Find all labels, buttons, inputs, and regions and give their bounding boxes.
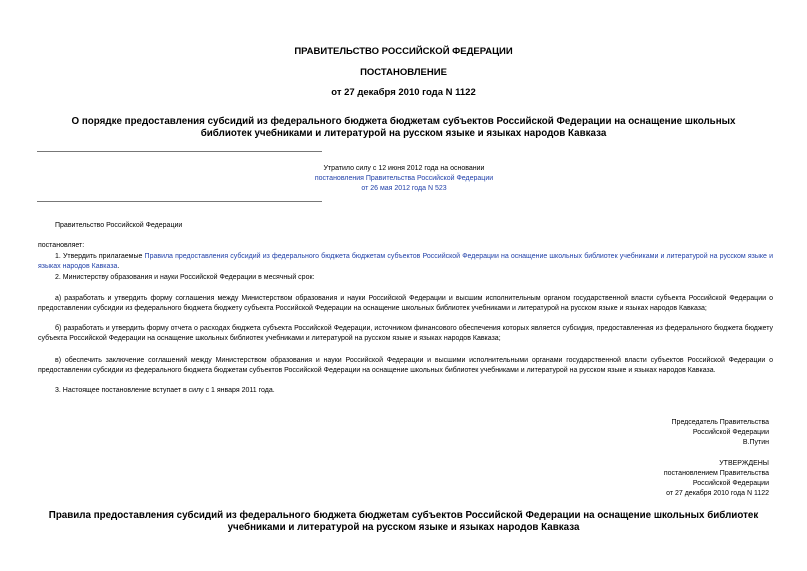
government-heading: ПРАВИТЕЛЬСТВО РОССИЙСКОЙ ФЕДЕРАЦИИ bbox=[294, 46, 513, 57]
approval-line-2: постановлением Правительства bbox=[663, 470, 769, 477]
repeal-notice bbox=[250, 164, 558, 194]
item-1-suffix: . bbox=[117, 263, 120, 270]
signature-line-2: Российской Федерации bbox=[692, 429, 769, 436]
divider-bottom bbox=[37, 201, 322, 202]
repeal-notice-text: Утратило силу с 12 июня 2012 года на основании bbox=[323, 165, 485, 172]
intro-text: Правительство Российской Федерации bbox=[55, 222, 183, 229]
item-2: 2. Министерству образования и науки Российской Федерации в месячный срок: bbox=[55, 274, 315, 281]
signature-line-1: Председатель Правительства bbox=[671, 419, 769, 426]
divider-top bbox=[37, 151, 322, 152]
item-1-prefix: 1. Утвердить прилагаемые bbox=[55, 253, 145, 260]
item-1 bbox=[38, 252, 773, 272]
document-title: О порядке предоставления субсидий из федерального бюджета бюджетам субъектов Российской Федерации на оснащение школьных библиотек учебниками и литературой на русском языке и языках народов Кавказа bbox=[71, 116, 736, 139]
repeal-link-line1[interactable]: постановления Правительства Российской Федерации bbox=[314, 175, 494, 182]
decree-text: постановляет: bbox=[38, 242, 85, 249]
approval-line-1: УТВЕРЖДЕНЫ bbox=[719, 460, 769, 467]
item-3: 3. Настоящее постановление вступает в силу с 1 января 2011 года. bbox=[55, 387, 275, 394]
item-2a: а) разработать и утвердить форму соглашения между Министерством образования и науки Российской Федерации и высшим исполнительным органом государственной власти субъекта Российской Федерации о предоставлении субсидии из федерального бюджета бюджету субъекта Российской Федерации на оснащение школьных библиотек учебниками и литературой на русском языке и языках народов Кавказа; bbox=[38, 295, 773, 312]
repeal-link-line2[interactable]: от 26 мая 2012 года N 523 bbox=[361, 185, 447, 192]
approval-line-3: Российской Федерации bbox=[692, 480, 769, 487]
document-type: ПОСТАНОВЛЕНИЕ bbox=[360, 67, 447, 78]
rules-title: Правила предоставления субсидий из федерального бюджета бюджетам субъектов Российской Федерации на оснащение школьных библиотек учебниками и литературой на русском языке и языках народов Кавказа bbox=[48, 510, 759, 533]
item-2c: в) обеспечить заключение соглашений между Министерством образования и науки Российской Федерации и высшими исполнительными органами государственной власти субъектов Российской Федерации о предоставлении субсидии из федерального бюджета бюджетам субъектов Российской Федерации на оснащение школьных библиотек учебниками и литературой на русском языке и языках народов Кавказа. bbox=[38, 357, 773, 374]
item-2b: б) разработать и утвердить форму отчета о расходах бюджета субъекта Российской Федерации, источником финансового обеспечения которых является субсидия, предоставленная из федерального бюджета бюджету субъекта Российской Федерации на оснащение школьных библиотек учебниками и литературой на русском языке и языках народов Кавказа; bbox=[38, 325, 773, 342]
rules-link[interactable]: Правила предоставления субсидий из федерального бюджета бюджетам субъектов Российской Федерации на оснащение школьных библиотек учебниками и литературой на русском языке и языках народов Кавказа bbox=[38, 253, 773, 270]
approval-line-4: от 27 декабря 2010 года N 1122 bbox=[666, 490, 769, 497]
document-date-number: от 27 декабря 2010 года N 1122 bbox=[331, 87, 476, 98]
signature-name: В.Путин bbox=[742, 439, 769, 446]
signature-block bbox=[469, 418, 769, 448]
approval-block bbox=[469, 459, 769, 499]
